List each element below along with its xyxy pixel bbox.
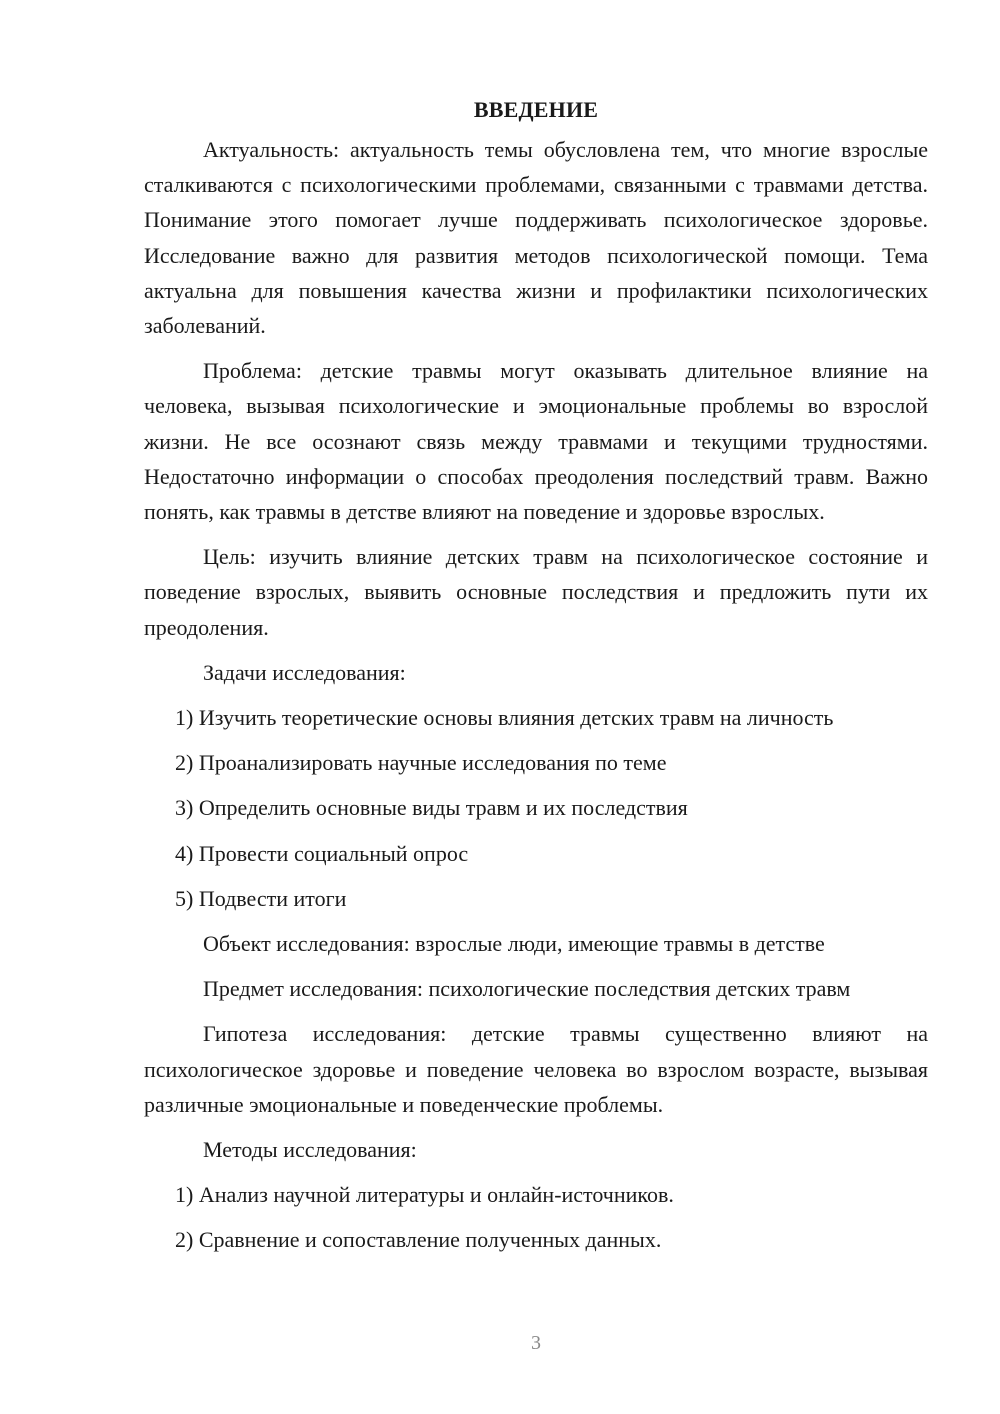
methods-list — [144, 1177, 928, 1257]
relevance-paragraph: Актуальность: актуальность темы обусловлена тем, что многие взрослые сталкиваются с психологическими проблемами, связанными с травмами детства. Понимание этого помогает лучше поддерживать психологическое здоровье. Исследование важно для развития методов психологической помощи. Тема актуальна для повышения качества жизни и профилактики психологических заболеваний. — [144, 137, 928, 339]
tasks-list — [144, 700, 928, 916]
list-item: 2) Сравнение и сопоставление полученных данных. — [175, 1227, 662, 1253]
goal-paragraph: Цель: изучить влияние детских травм на психологическое состояние и поведение взрослых, выявить основные последствия и предложить пути их преодоления. — [144, 544, 928, 640]
tasks-heading: Задачи исследования: — [203, 659, 406, 685]
hypothesis-paragraph: Гипотеза исследования: детские травмы существенно влияют на психологическое здоровье и поведение человека во взрослом возрасте, вызывая различные эмоциональные и поведенческие проблемы. — [144, 1021, 928, 1117]
list-item: 2) Проанализировать научные исследования по теме — [175, 750, 667, 776]
problem-paragraph: Проблема: детские травмы могут оказывать длительное влияние на человека, вызывая психологические и эмоциональные проблемы во взрослой жизни. Не все осознают связь между травмами и текущими трудностями. Недостаточно информации о способах преодоления последствий травм. Важно понять, как травмы в детстве влияют на поведение и здоровье взрослых. — [144, 358, 928, 525]
page-content — [144, 92, 928, 1268]
list-item: 4) Провести социальный опрос — [175, 840, 469, 866]
list-item: 1) Изучить теоретические основы влияния детских травм на личность — [175, 705, 834, 731]
subject-line: Предмет исследования: психологические последствия детских травм — [203, 976, 851, 1002]
list-item: 3) Определить основные виды травм и их последствия — [175, 795, 688, 821]
section-title: ВВЕДЕНИЕ — [473, 97, 599, 122]
list-item: 1) Анализ научной литературы и онлайн-источников. — [175, 1182, 674, 1208]
methods-heading: Методы исследования: — [203, 1137, 417, 1163]
object-line: Объект исследования: взрослые люди, имеющие травмы в детстве — [203, 931, 825, 957]
page-number: 3 — [531, 1332, 541, 1354]
list-item: 5) Подвести итоги — [175, 885, 347, 911]
